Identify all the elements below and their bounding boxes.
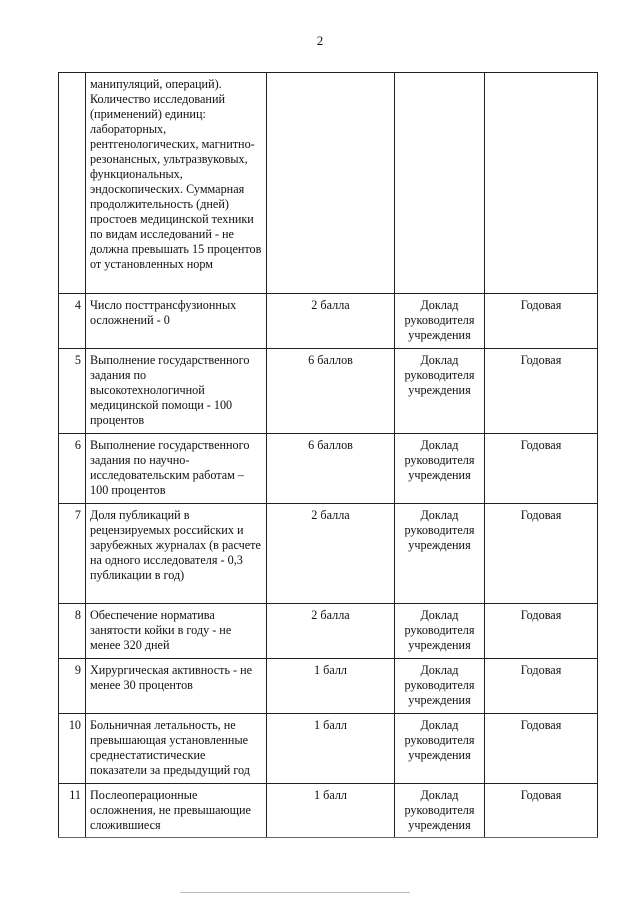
points-value: 2 балла [267,604,395,659]
row-number: 4 [59,294,86,349]
points-value: 6 баллов [267,349,395,434]
reporting-period: Годовая [485,604,598,659]
points-value: 1 балл [267,784,395,838]
report-source: Доклад руководителя учреждения [395,504,485,604]
page-number: 2 [316,33,324,48]
criterion-description: Выполнение государственного задания по научно-исследовательским работам – 100 процентов [86,434,267,504]
reporting-period: Годовая [485,659,598,714]
points-value: 6 баллов [267,434,395,504]
points-cell [267,73,395,294]
table-row [59,349,598,434]
row-number: 6 [59,434,86,504]
source-cell [395,73,485,294]
report-source: Доклад руководителя учреждения [395,294,485,349]
row-number: 5 [59,349,86,434]
report-source: Доклад руководителя учреждения [395,349,485,434]
row-number: 10 [59,714,86,784]
row-number-cell [59,73,86,294]
table-row [59,659,598,714]
table-row [59,504,598,604]
criterion-description: манипуляций, операций). Количество исследований (применений) единиц: лабораторных, рентгенологических, магнитно-резонансных, ультразвуковых, функциональных, эндоскопических. Суммарная продолжительность (дней) простоев медицинской техники по видам исследований - не должна превышать 15 процентов от установленных норм [86,73,267,294]
row-number: 9 [59,659,86,714]
criterion-description: Доля публикаций в рецензируемых российских и зарубежных журналах (в расчете на одного исследователя - 0,3 публикации в год) [86,504,267,604]
table-row [59,714,598,784]
points-value: 1 балл [267,714,395,784]
criterion-description: Послеоперационные осложнения, не превышающие сложившиеся [86,784,267,838]
report-source: Доклад руководителя учреждения [395,784,485,838]
table-row [59,294,598,349]
criteria-table [58,72,598,838]
criterion-description: Выполнение государственного задания по высокотехнологичной медицинской помощи - 100 процентов [86,349,267,434]
row-number: 7 [59,504,86,604]
reporting-period: Годовая [485,294,598,349]
row-number: 11 [59,784,86,838]
points-value: 2 балла [267,504,395,604]
table-row-continuation [59,73,598,294]
points-value: 2 балла [267,294,395,349]
report-source: Доклад руководителя учреждения [395,604,485,659]
criterion-description: Хирургическая активность - не менее 30 процентов [86,659,267,714]
report-source: Доклад руководителя учреждения [395,714,485,784]
criterion-description: Число посттрансфузионных осложнений - 0 [86,294,267,349]
criterion-description: Больничная летальность, не превышающая установленные среднестатистические показатели за предыдущий год [86,714,267,784]
reporting-period: Годовая [485,504,598,604]
table-row [59,604,598,659]
row-number: 8 [59,604,86,659]
period-cell [485,73,598,294]
table-row [59,784,598,838]
reporting-period: Годовая [485,434,598,504]
reporting-period: Годовая [485,784,598,838]
table-row [59,434,598,504]
points-value: 1 балл [267,659,395,714]
criterion-description: Обеспечение норматива занятости койки в году - не менее 320 дней [86,604,267,659]
reporting-period: Годовая [485,714,598,784]
report-source: Доклад руководителя учреждения [395,434,485,504]
page-bottom-divider [180,892,410,893]
report-source: Доклад руководителя учреждения [395,659,485,714]
reporting-period: Годовая [485,349,598,434]
